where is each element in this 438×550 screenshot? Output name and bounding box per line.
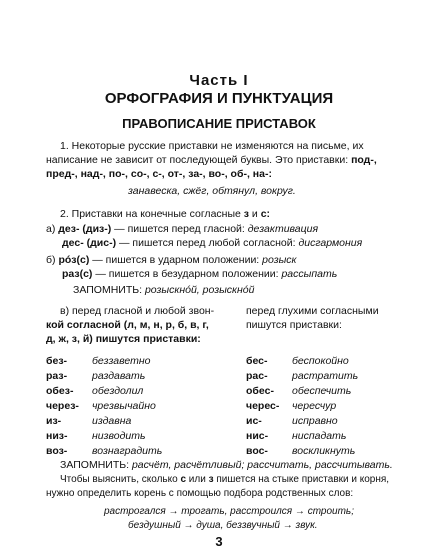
p1-line3 <box>46 167 272 181</box>
p1-examples: занавеска, сжёг, обтянул, вокруг. <box>128 185 296 197</box>
p2-b2-text: — пишется в безударном положении: <box>92 268 282 280</box>
p2-a2-example: дисгармония <box>298 237 363 249</box>
p2-intro-text: 2. Приставки на конечные согласные <box>60 208 244 220</box>
p1-line2-prefix: под-, <box>351 154 377 166</box>
p2-a2-text: — пишется перед любой согласной: <box>116 237 299 249</box>
prefix-example-right-6: воскликнуть <box>292 445 356 457</box>
v-left-line3-text: д, ж, з, й) пишутся приставки: <box>46 333 201 345</box>
prefix-left-0: без- <box>46 355 68 367</box>
p2-a1-prefix: дез- (диз-) <box>58 223 112 235</box>
prefix-example-right-5: ниспадать <box>292 430 347 442</box>
p2-b-line1 <box>46 253 297 267</box>
p3-line2: нужно определить корень с помощью подбора родственных слов: <box>46 488 354 499</box>
p2-intro <box>60 207 270 221</box>
prefix-left-2: обез- <box>46 385 74 397</box>
prefix-example-left-2: обездолил <box>92 385 144 397</box>
v-left-line3 <box>46 332 201 346</box>
prefix-example-right-1: растратить <box>292 370 359 382</box>
remember2-label: ЗАПОМНИТЬ: <box>60 459 132 471</box>
prefix-left-3: через- <box>46 400 79 412</box>
prefix-example-left-6: вознаградить <box>92 445 163 457</box>
p2-a-line2 <box>62 236 362 250</box>
p2-b2-example: рассыпать <box>281 268 338 280</box>
p2-b-label: б) <box>46 254 56 266</box>
p2-a1-example: дезактивация <box>247 223 319 235</box>
v-right-line1: перед глухими согласными <box>246 305 379 317</box>
prefix-right-4: ис- <box>246 415 262 427</box>
prefix-right-1: рас- <box>246 370 268 382</box>
p3-line1-c: с <box>180 474 187 485</box>
prefix-right-0: бес- <box>246 355 268 367</box>
p2-b1-text: — пишется в ударном положении: <box>89 254 263 266</box>
p3-line1-z: з <box>208 474 214 485</box>
remember2-text: расчёт, расчётливый; рассчитать, рассчитывать. <box>131 459 393 471</box>
p3-line1-b: или <box>186 474 209 485</box>
p3-example1: растрогался → трогать, расстроился → строить; <box>104 506 354 517</box>
prefix-left-6: воз- <box>46 445 68 457</box>
p2-a-label: а) <box>46 223 56 235</box>
p3-line1-a: Чтобы выяснить, сколько <box>60 474 181 485</box>
v-right-line2: пишутся приставки: <box>246 319 342 331</box>
prefix-example-left-4: издавна <box>92 415 132 427</box>
p2-remember-label: ЗАПОМНИТЬ: <box>73 284 145 296</box>
prefix-example-right-3: чересчур <box>292 400 337 412</box>
p3-line1 <box>60 473 389 487</box>
v-left-line1: в) перед гласной и любой звон- <box>60 305 215 317</box>
p2-intro-z: з <box>243 208 249 220</box>
prefix-example-right-2: обеспечить <box>292 385 352 397</box>
v-left-line2 <box>46 318 209 332</box>
prefix-right-6: вос- <box>246 445 268 457</box>
prefix-left-5: низ- <box>46 430 68 442</box>
prefix-right-5: нис- <box>246 430 269 442</box>
part-title: Часть I <box>189 72 249 89</box>
prefix-left-1: раз- <box>46 370 68 382</box>
p2-remember <box>73 283 254 297</box>
chapter-title: ОРФОГРАФИЯ И ПУНКТУАЦИЯ <box>104 90 334 107</box>
prefix-example-right-4: исправно <box>292 415 338 427</box>
prefix-example-left-3: чрезвычайно <box>92 400 156 412</box>
p2-intro-and: и <box>249 208 261 220</box>
p1-line2 <box>46 153 377 167</box>
page-number: 3 <box>215 534 223 549</box>
prefix-right-3: черес- <box>246 400 280 412</box>
section-title: ПРАВОПИСАНИЕ ПРИСТАВОК <box>122 116 316 131</box>
p2-a2-prefix: дес- (дис-) <box>62 237 117 249</box>
p2-intro-s: с: <box>260 208 271 220</box>
prefix-example-left-1: раздавать <box>92 370 146 382</box>
p3-line1-d: пишется на стыке приставки и корня, <box>213 474 390 485</box>
p2-a1-text: — пишется перед гласной: <box>111 223 248 235</box>
p2-a-line1 <box>46 222 318 236</box>
prefix-example-left-0: беззаветно <box>92 355 151 367</box>
v-left-line2-text: кой согласной (л, м, н, р, б, в, г, <box>46 319 209 331</box>
p2-remember-example: розыскнóй, розыскнóй <box>144 284 255 296</box>
p2-b-line2 <box>62 267 337 281</box>
remember2 <box>60 458 393 472</box>
p1-line2-text: написание не зависит от последующей буквы. Это приставки: <box>46 154 352 166</box>
prefix-right-2: обес- <box>246 385 274 397</box>
prefix-example-right-0: беспокойно <box>292 355 349 367</box>
prefix-left-4: из- <box>46 415 62 427</box>
p2-b1-prefix: рóз(с) <box>58 254 90 266</box>
p1-prefix-list: пред-, над-, по-, со-, с-, от-, за-, во-, об-, на-: <box>46 168 272 180</box>
p3-example2: бездушный → душа, беззвучный → звук. <box>128 520 318 531</box>
p2-b1-example: розыск <box>262 254 297 266</box>
p1-line1: 1. Некоторые русские приставки не изменяются на письме, их <box>60 140 364 152</box>
prefix-example-left-5: низводить <box>92 430 146 442</box>
p2-b2-prefix: раз(с) <box>62 268 93 280</box>
